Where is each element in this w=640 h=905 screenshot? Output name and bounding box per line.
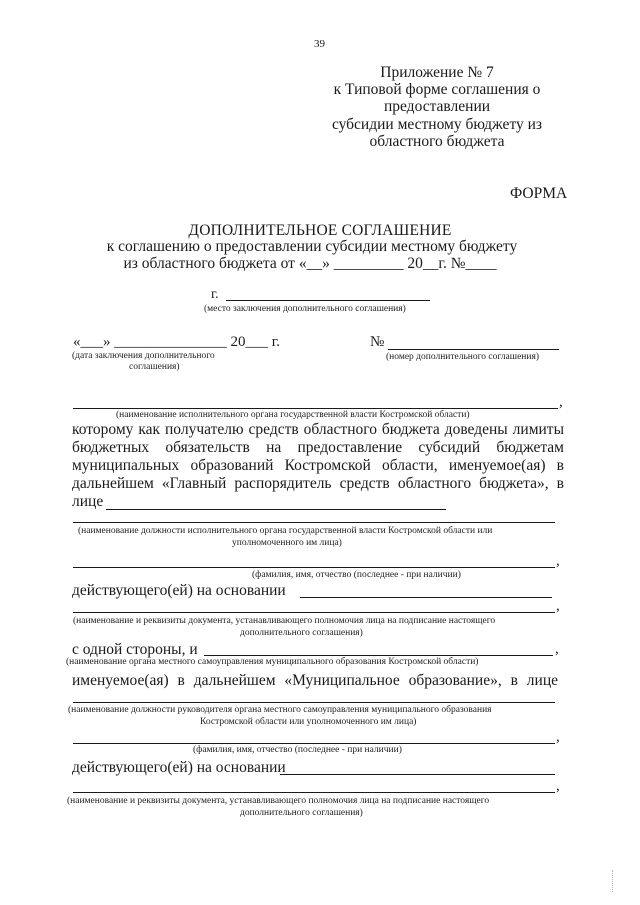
place-caption: (место заключения дополнительного соглашения) [204,304,406,314]
document-caption: (наименование и реквизиты документа, устанавливающего полномочия лица на подписание настоящего [73,616,496,626]
fio-field[interactable] [73,567,555,568]
fio-caption-2: (фамилия, имя, отчество (последнее - при наличии) [193,745,402,755]
comma: , [555,641,559,657]
position-field[interactable] [73,522,555,523]
position-caption: уполномоченного им лица) [232,538,342,548]
paragraph-line: которому как получателю средств областного бюджета доведены лимиты [72,421,564,438]
paragraph-line: лице [72,493,104,510]
date-field[interactable]: «___» _______________ 20___ г. [73,334,280,350]
comma: , [556,598,560,614]
fio-field-2[interactable] [73,743,555,744]
date-caption: соглашения) [129,362,180,372]
named-municipal-label: именуемое(ая) в дальнейшем «Муниципальное образование», в лице [72,672,558,689]
representative-field[interactable] [106,509,446,510]
paragraph-line: бюджетных обязательств на предоставление субсидий бюджетам [72,439,564,456]
doc-subtitle: к соглашению о предоставлении субсидии местному бюджету [106,238,518,255]
number-prefix: № [370,334,385,350]
head-position-caption: Костромской области или уполномоченного им лица) [200,717,417,727]
executive-body-caption: (наименование исполнительного органа государственной власти Костромской области) [116,410,470,420]
doc-subtitle-2: из областного бюджета от «__» _________ 20__г. №____ [123,255,497,272]
document-caption-2: дополнительного соглашения) [240,808,363,818]
appendix-line: к Типовой форме соглашения о [333,81,541,98]
acting-on-basis-label-2: действующего(ей) на основании [72,759,286,776]
basis-field-4[interactable] [73,792,555,793]
place-prefix: г. [211,287,219,302]
basis-field-3[interactable] [280,774,555,775]
municipal-body-field[interactable] [204,655,553,656]
paragraph-line: дальнейшем «Главный распорядитель средств областного бюджета», в [72,475,564,492]
executive-body-field[interactable] [73,408,558,409]
comma: , [556,729,560,745]
comma: , [556,778,560,794]
appendix-line: Приложение № 7 [380,64,494,81]
head-position-caption: (наименование должности руководителя органа местного самоуправления муниципального образования [68,705,492,715]
form-label: ФОРМА [510,185,568,202]
basis-field-2[interactable] [73,612,555,613]
appendix-line: субсидии местному бюджету из [331,116,543,133]
page-number: 39 [314,38,325,50]
number-caption: (номер дополнительного соглашения) [386,352,540,362]
document-caption-2: (наименование и реквизиты документа, устанавливающего полномочия лица на подписание настоящего [67,796,490,806]
appendix-line: предоставлении [383,98,491,115]
comma: , [559,394,563,410]
paragraph-line: муниципальных образований Костромской области, именуемое(ая) в [72,457,564,474]
scan-mark [612,870,614,892]
head-position-field[interactable] [73,702,555,703]
other-side-label: с одной стороны, и [72,641,198,658]
fio-caption: (фамилия, имя, отчество (последнее - при наличии) [252,570,461,580]
place-field[interactable] [226,300,430,301]
basis-field[interactable] [300,597,552,598]
municipal-body-caption: (наименование органа местного самоуправления муниципального образования Костромской области) [66,657,479,667]
document-caption: дополнительного соглашения) [240,628,363,638]
comma: , [556,553,560,569]
position-caption: (наименование должности исполнительного органа государственной власти Костромской области или [78,526,493,536]
date-caption: (дата заключения дополнительного [72,351,215,361]
acting-on-basis-label: действующего(ей) на основании [72,582,286,599]
appendix-line: областного бюджета [369,133,505,150]
doc-title: ДОПОЛНИТЕЛЬНОЕ СОГЛАШЕНИЕ [188,222,452,239]
number-field[interactable] [388,349,559,350]
